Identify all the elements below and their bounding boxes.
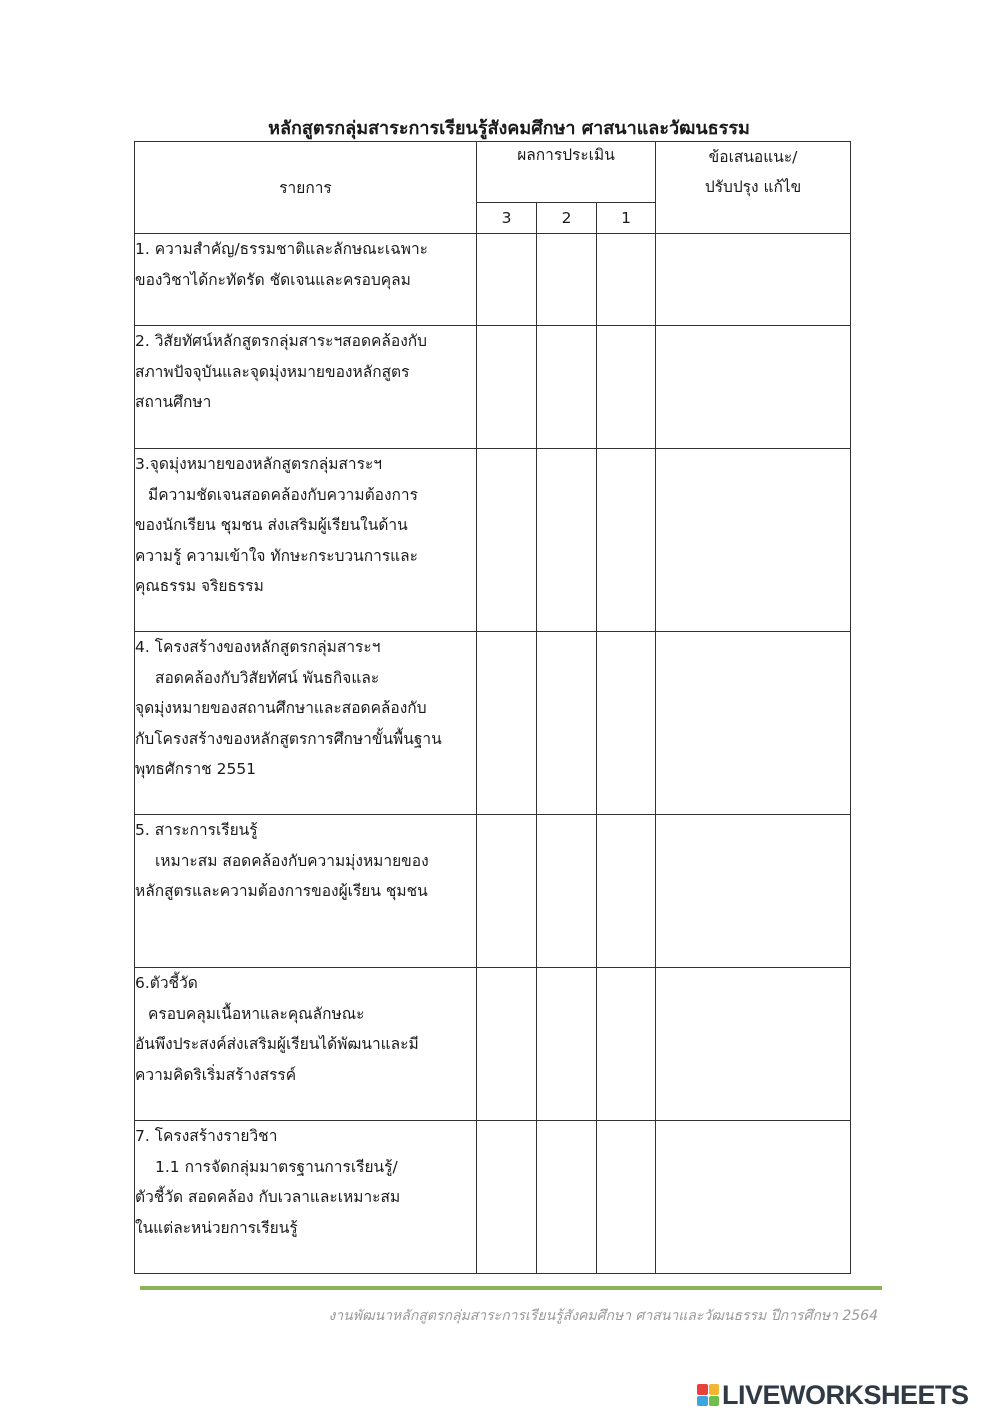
row-6-line: 6.ตัวชี้วัด (135, 974, 198, 992)
header-score-3: 3 (477, 203, 537, 234)
row-3-line: คุณธรรม จริยธรรม (135, 577, 264, 595)
row-4-line: กับโครงสร้างของหลักสูตรการศึกษาขั้นพื้นฐาน (135, 729, 442, 748)
row-3-line: ความรู้ ความเข้าใจ ทักษะกระบวนการและ (135, 546, 418, 565)
table-row (135, 234, 851, 326)
row-7-item (135, 1121, 477, 1274)
row-2-line: สถานศึกษา (135, 393, 212, 411)
table-row (135, 449, 851, 632)
header-item: รายการ (135, 142, 477, 234)
row-3-score-2-cell[interactable] (537, 449, 597, 632)
row-5-score-2-cell[interactable] (537, 815, 597, 968)
row-2-score-1-cell[interactable] (597, 326, 656, 449)
evaluation-table (134, 141, 851, 1274)
row-7-line: ในแต่ละหน่วยการเรียนรู้ (135, 1218, 298, 1237)
row-4-line: 4. โครงสร้างของหลักสูตรกลุ่มสาระฯ (135, 638, 381, 656)
table-row (135, 1121, 851, 1274)
row-5-item (135, 815, 477, 968)
row-3-line: มีความชัดเจนสอดคล้องกับความต้องการ (148, 485, 418, 504)
header-suggestion (656, 142, 851, 234)
row-4-suggestion-cell[interactable] (656, 632, 851, 815)
row-5-score-1-cell[interactable] (597, 815, 656, 968)
row-2-score-3-cell[interactable] (477, 326, 537, 449)
row-7-suggestion-cell[interactable] (656, 1121, 851, 1274)
row-1-line: 1. ความสำคัญ/ธรรมชาติและลักษณะเฉพาะ (135, 240, 429, 258)
row-3-item (135, 449, 477, 632)
row-4-score-3-cell[interactable] (477, 632, 537, 815)
row-1-score-3-cell[interactable] (477, 234, 537, 326)
table-row (135, 815, 851, 968)
row-6-item (135, 968, 477, 1121)
row-4-score-2-cell[interactable] (537, 632, 597, 815)
row-3-line: ของนักเรียน ชุมชน ส่งเสริมผู้เรียนในด้าน (135, 516, 408, 534)
row-4-line: สอดคล้องกับวิสัยทัศน์ พันธกิจและ (155, 668, 380, 687)
header-score-2: 2 (537, 203, 597, 234)
header-suggestion-line1: ข้อเสนอแนะ/ (708, 148, 798, 166)
row-5-line: 5. สาระการเรียนรู้ (135, 821, 258, 839)
row-4-line: พุทธศักราช 2551 (135, 760, 257, 778)
row-2-suggestion-cell[interactable] (656, 326, 851, 449)
footer-divider (140, 1286, 882, 1290)
row-7-line: 1.1 การจัดกลุ่มมาตรฐานการเรียนรู้/ (155, 1157, 398, 1176)
header-suggestion-line2: ปรับปรุง แก้ไข (704, 178, 802, 196)
row-6-line: ครอบคลุมเนื้อหาและคุณลักษณะ (148, 1004, 365, 1023)
row-7-score-2-cell[interactable] (537, 1121, 597, 1274)
row-1-suggestion-cell[interactable] (656, 234, 851, 326)
row-7-score-3-cell[interactable] (477, 1121, 537, 1274)
row-1-score-2-cell[interactable] (537, 234, 597, 326)
row-6-score-3-cell[interactable] (477, 968, 537, 1121)
row-2-line: สภาพปัจจุบันและจุดมุ่งหมายของหลักสูตร (135, 362, 410, 381)
row-6-suggestion-cell[interactable] (656, 968, 851, 1121)
row-4-item (135, 632, 477, 815)
page-footer: งานพัฒนาหลักสูตรกลุ่มสาระการเรียนรู้สังคมศึกษา ศาสนาและวัฒนธรรม ปีการศึกษา 2564 (328, 1308, 878, 1324)
row-1-line: ของวิชาได้กะทัดรัด ชัดเจนและครอบคุลม (135, 270, 411, 289)
table-row (135, 632, 851, 815)
row-2-line: 2. วิสัยทัศน์หลักสูตรกลุ่มสาระฯสอดคล้องกับ (135, 332, 427, 350)
row-5-suggestion-cell[interactable] (656, 815, 851, 968)
logo-square-green (709, 1396, 720, 1407)
row-5-score-3-cell[interactable] (477, 815, 537, 968)
row-5-line: หลักสูตรและความต้องการของผู้เรียน ชุมชน (135, 882, 428, 900)
logo-square-yellow (709, 1384, 720, 1395)
row-7-line: ตัวชี้วัด สอดคล้อง กับเวลาและเหมาะสม (135, 1188, 401, 1206)
row-5-line: เหมาะสม สอดคล้องกับความมุ่งหมายของ (155, 851, 429, 870)
header-score-1: 1 (597, 203, 656, 234)
row-4-score-1-cell[interactable] (597, 632, 656, 815)
brand-logo[interactable] (697, 1380, 969, 1410)
brand-name: LIVEWORKSHEETS (722, 1379, 969, 1410)
header-evaluation: ผลการประเมิน (477, 142, 656, 203)
logo-square-blue (697, 1396, 708, 1407)
row-7-line: 7. โครงสร้างรายวิชา (135, 1127, 278, 1145)
liveworksheets-icon (697, 1384, 719, 1406)
row-6-score-2-cell[interactable] (537, 968, 597, 1121)
row-3-suggestion-cell[interactable] (656, 449, 851, 632)
row-2-score-2-cell[interactable] (537, 326, 597, 449)
document-title: หลักสูตรกลุ่มสาระการเรียนรู้สังคมศึกษา ศาสนาและวัฒนธรรม (268, 118, 750, 139)
row-6-score-1-cell[interactable] (597, 968, 656, 1121)
row-4-line: จุดมุ่งหมายของสถานศึกษาและสอดคล้องกับ (135, 699, 427, 717)
row-6-line: ความคิดริเริ่มสร้างสรรค์ (135, 1065, 297, 1084)
row-3-line: 3.จุดมุ่งหมายของหลักสูตรกลุ่มสาระฯ (135, 455, 382, 473)
row-2-item (135, 326, 477, 449)
table-row (135, 326, 851, 449)
row-3-score-3-cell[interactable] (477, 449, 537, 632)
logo-square-red (697, 1384, 708, 1395)
table-row (135, 968, 851, 1121)
row-3-score-1-cell[interactable] (597, 449, 656, 632)
row-7-score-1-cell[interactable] (597, 1121, 656, 1274)
row-1-score-1-cell[interactable] (597, 234, 656, 326)
row-6-line: อันพึงประสงค์ส่งเสริมผู้เรียนได้พัฒนาและมี (135, 1035, 419, 1053)
row-1-item (135, 234, 477, 326)
